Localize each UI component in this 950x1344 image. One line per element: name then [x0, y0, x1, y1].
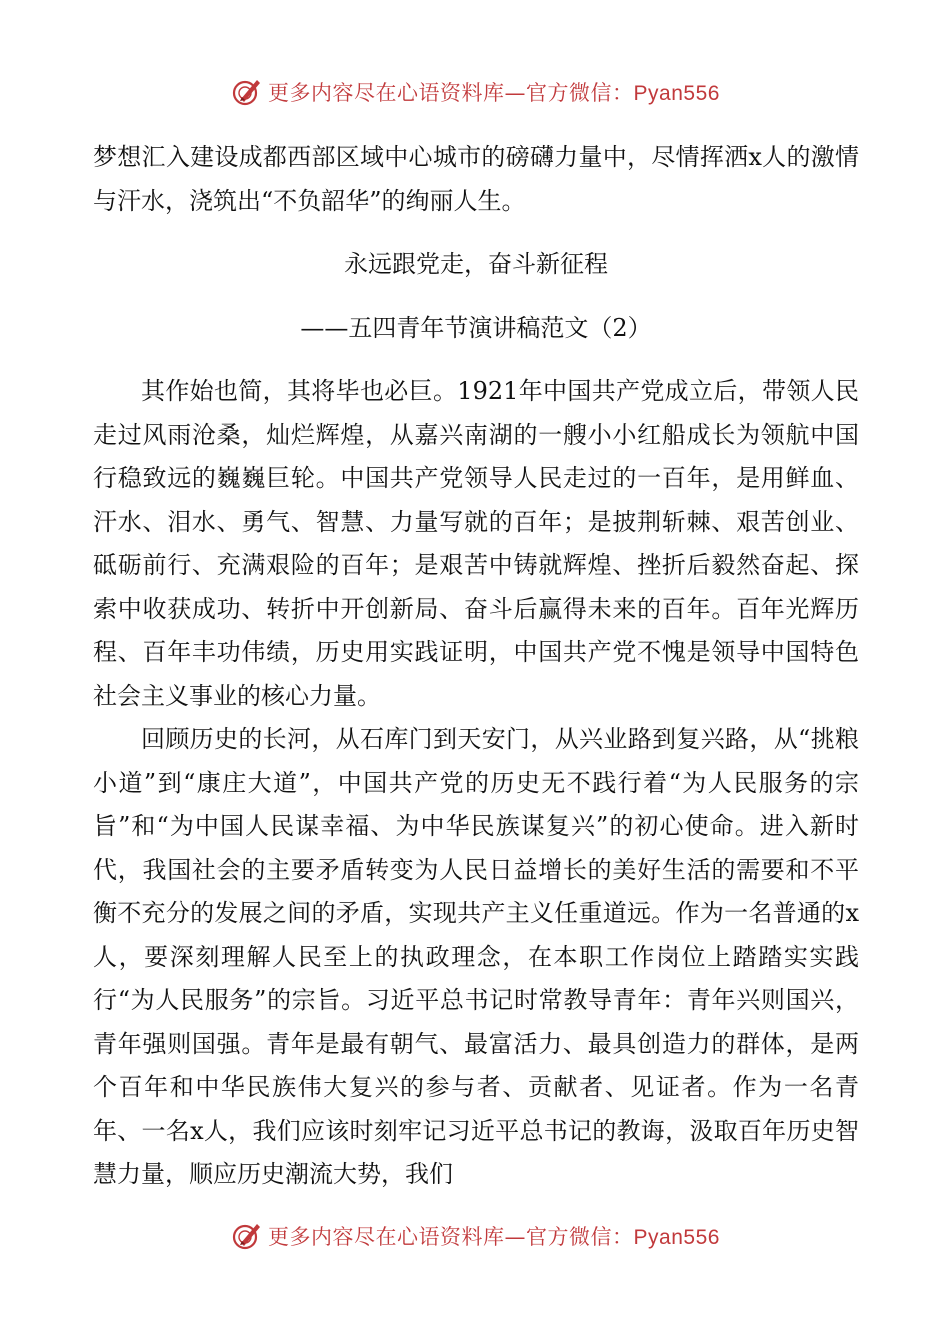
- pen-circle-logo-icon: [230, 1219, 264, 1253]
- section-title: 永远跟党走，奋斗新征程: [344, 250, 608, 278]
- paragraph-1: 其作始也简，其将毕也必巨。1921年中国共产党成立后，带领人民走过风雨沧桑，灿烂辉煌，从嘉兴南湖的一艘小小红船成长为领航中国行稳致远的巍巍巨轮。中国共产党领导人民走过的一百年，是用鲜血、汗水、泪水、勇气、智慧、力量写就的百年；是披荆斩棘、艰苦创业、砥砺前行、充满艰险的百年；是艰苦中铸就辉煌、挫折后毅然奋起、探索中收获成功、转折中开创新局、奋斗后赢得未来的百年。百年光辉历程、百年丰功伟绩，历史用实践证明，中国共产党不愧是领导中国特色社会主义事业的核心力量。: [93, 377, 859, 710]
- section-subtitle: ——五四青年节演讲稿范文（2）: [300, 313, 652, 342]
- header-banner-text: 更多内容尽在心语资料库—官方微信：Pyan556: [268, 81, 720, 105]
- footer-banner: [0, 1216, 950, 1256]
- intro-paragraph: 梦想汇入建设成都西部区域中心城市的磅礴力量中，尽情挥洒x人的激情与汗水，浇筑出“不负韶华”的绚丽人生。: [93, 143, 859, 215]
- paragraph-2: 回顾历史的长河，从石库门到天安门，从兴业路到复兴路，从“挑粮小道”到“康庄大道”，中国共产党的历史无不践行着“为人民服务的宗旨”和“为中国人民谋幸福、为中华民族谋复兴”的初心使命。进入新时代，我国社会的主要矛盾转变为人民日益增长的美好生活的需要和不平衡不充分的发展之间的矛盾，实现共产主义任重道远。作为一名普通的x人，要深刻理解人民至上的执政理念，在本职工作岗位上踏踏实实践行“为人民服务”的宗旨。习近平总书记时常教导青年：青年兴则国兴，青年强则国强。青年是最有朝气、最富活力、最具创造力的群体，是两个百年和中华民族伟大复兴的参与者、贡献者、见证者。作为一名青年、一名x人，我们应该时刻牢记习近平总书记的教诲，汲取百年历史智慧力量，顺应历史潮流大势，我们: [93, 725, 859, 1188]
- pen-circle-logo-icon: [230, 75, 264, 109]
- header-banner: [0, 72, 950, 112]
- document-body: [93, 136, 859, 1197]
- footer-banner-text: 更多内容尽在心语资料库—官方微信：Pyan556: [268, 1225, 720, 1249]
- wechat-id: Pyan556: [633, 82, 720, 105]
- wechat-id: Pyan556: [633, 1226, 720, 1249]
